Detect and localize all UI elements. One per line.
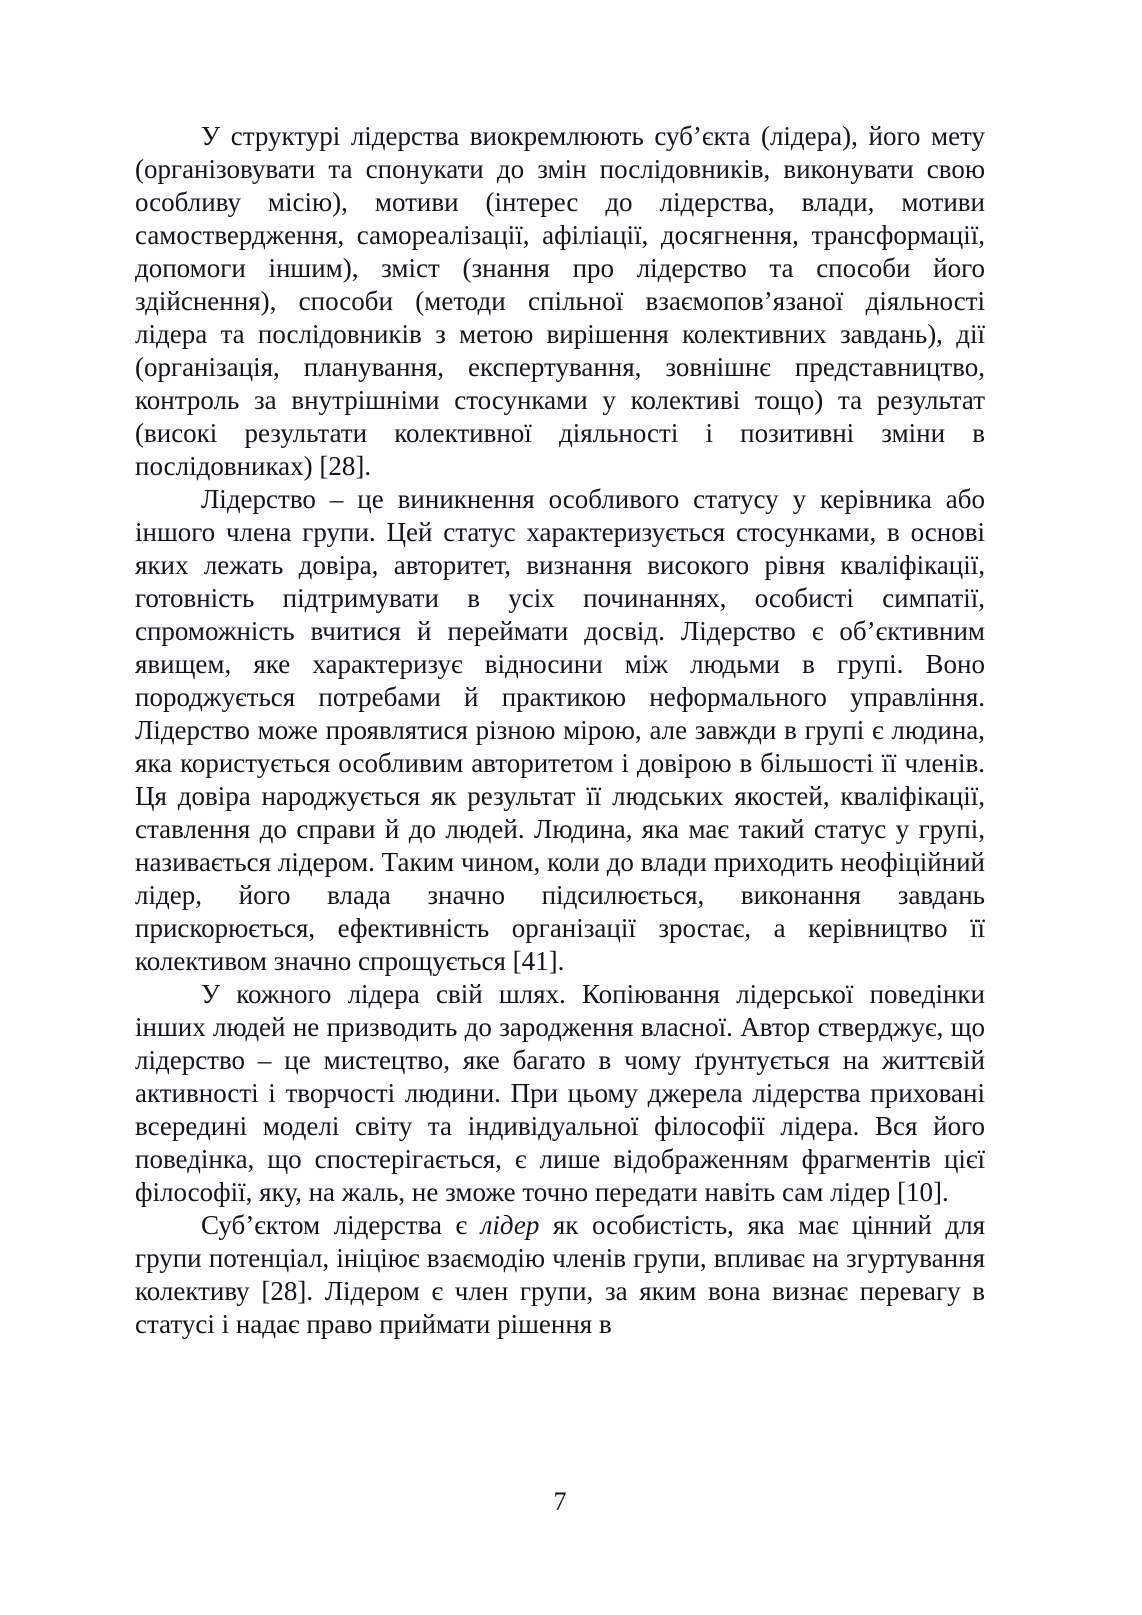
paragraph: [135, 1209, 985, 1341]
page-text: [135, 120, 985, 1341]
paragraph-run: У структурі лідерства виокремлюють суб’єкта (лідера), його мету (організовувати та спонукати до змін послідовників, виконувати свою особливу місію), мотиви (інтерес до лідерства, влади, мотиви самоствердження, самореалізації, афіліації, досягнення, трансформації, допомоги іншим), зміст (знання про лідерство та способи його здійснення), способи (методи спільної взаємопов’язаної діяльності лідера та послідовників з метою вирішення колективних завдань), дії (організація, планування, експертування, зовнішнє представництво, контроль за внутрішніми стосунками у колективі тощо) та результат (високі результати колективної діяльності і позитивні зміни в послідовниках) [28].: [135, 121, 985, 481]
paragraph: [135, 483, 985, 978]
paragraph: [135, 978, 985, 1209]
page-number: 7: [553, 1487, 567, 1516]
paragraph-run: Суб’єктом лідерства є: [201, 1210, 481, 1240]
paragraph-run: У кожного лідера свій шлях. Копіювання лідерської поведінки інших людей не призводить до зародження власної. Автор стверджує, що лідерство – це мистецтво, яке багато в чому ґрунтується на життєвій активності і творчості людини. При цьому джерела лідерства приховані всередині моделі світу та індивідуальної філософії лідера. Вся його поведінка, що спостерігається, є лише відображенням фрагментів цієї філософії, яку, на жаль, не зможе точно передати навіть сам лідер [10].: [135, 979, 985, 1207]
paragraph-run: Лідерство – це виникнення особливого статусу у керівника або іншого члена групи. Цей статус характеризується стосунками, в основі яких лежать довіра, авторитет, визнання високого рівня кваліфікації, готовність підтримувати в усіх починаннях, особисті симпатії, спроможність вчитися й переймати досвід. Лідерство є об’єктивним явищем, яке характеризує відносини між людьми в групі. Воно породжується потребами й практикою неформального управління. Лідерство може проявлятися різною мірою, але завжди в групі є людина, яка користується особливим авторитетом і довірою в більшості її членів. Ця довіра народжується як результат її людських якостей, кваліфікації, ставлення до справи й до людей. Людина, яка має такий статус у групі, називається лідером. Таким чином, коли до влади приходить неофіційний лідер, його влада значно підсилюється, виконання завдань прискорюється, ефективність організації зростає, а керівництво її колективом значно спрощується [41].: [135, 484, 985, 976]
paragraph-run: як особистість, яка має цінний для групи потенціал, ініціює взаємодію членів групи, впливає на згуртування колективу [28]. Лідером є член групи, за яким вона визнає перевагу в статусі і надає право приймати рішення в: [135, 1210, 985, 1339]
paragraph-run-italic: лідер: [480, 1210, 540, 1240]
paragraph: [135, 120, 985, 483]
